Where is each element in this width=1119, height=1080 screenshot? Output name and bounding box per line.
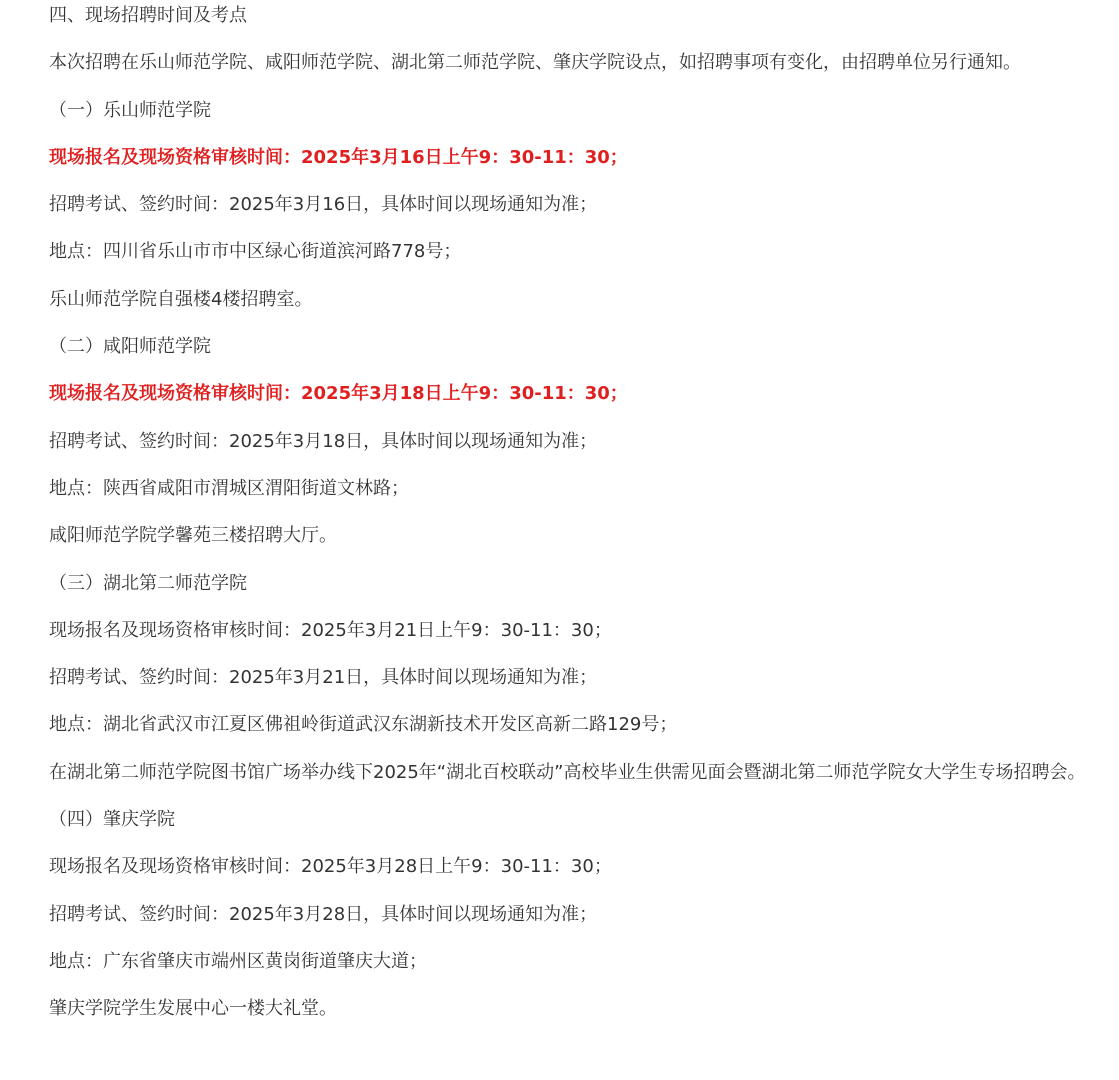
room-xianyang: 咸阳师范学院学馨苑三楼招聘大厅。 bbox=[49, 525, 337, 547]
venue-heading-leshan: （一）乐山师范学院 bbox=[49, 99, 211, 121]
intro-paragraph: 本次招聘在乐山师范学院、咸阳师范学院、湖北第二师范学院、肇庆学院设点，如招聘事项有变化，由招聘单位另行通知。 bbox=[49, 52, 1021, 74]
address-xianyang: 地点：陕西省咸阳市渭城区渭阳街道文林路； bbox=[49, 477, 409, 499]
venue-heading-zhaoqing: （四）肇庆学院 bbox=[49, 809, 175, 831]
registration-time-leshan: 现场报名及现场资格审核时间：2025年3月16日上午9：30-11：30； bbox=[49, 146, 628, 168]
room-leshan: 乐山师范学院自强楼4楼招聘室。 bbox=[49, 288, 313, 310]
venue-heading-xianyang: （二）咸阳师范学院 bbox=[49, 336, 211, 358]
section-heading: 四、现场招聘时间及考点 bbox=[49, 5, 247, 26]
registration-time-xianyang: 现场报名及现场资格审核时间：2025年3月18日上午9：30-11：30； bbox=[49, 383, 628, 405]
room-hubei: 在湖北第二师范学院图书馆广场举办线下2025年“湖北百校联动”高校毕业生供需见面会暨湖北第二师范学院女大学生专场招聘会。 bbox=[49, 761, 1086, 783]
address-leshan: 地点：四川省乐山市市中区绿心街道滨河路778号； bbox=[49, 241, 462, 263]
venue-heading-hubei: （三）湖北第二师范学院 bbox=[49, 572, 247, 594]
exam-time-zhaoqing: 招聘考试、签约时间：2025年3月28日，具体时间以现场通知为准； bbox=[49, 903, 598, 925]
registration-time-hubei: 现场报名及现场资格审核时间：2025年3月21日上午9：30-11：30； bbox=[49, 619, 612, 641]
exam-time-xianyang: 招聘考试、签约时间：2025年3月18日，具体时间以现场通知为准； bbox=[49, 430, 598, 452]
registration-time-zhaoqing: 现场报名及现场资格审核时间：2025年3月28日上午9：30-11：30； bbox=[49, 856, 612, 878]
room-zhaoqing: 肇庆学院学生发展中心一楼大礼堂。 bbox=[49, 998, 337, 1020]
exam-time-leshan: 招聘考试、签约时间：2025年3月16日，具体时间以现场通知为准； bbox=[49, 194, 598, 216]
address-zhaoqing: 地点：广东省肇庆市端州区黄岗街道肇庆大道； bbox=[49, 950, 427, 972]
address-hubei: 地点：湖北省武汉市江夏区佛祖岭街道武汉东湖新技术开发区高新二路129号； bbox=[49, 714, 678, 736]
exam-time-hubei: 招聘考试、签约时间：2025年3月21日，具体时间以现场通知为准； bbox=[49, 667, 598, 689]
